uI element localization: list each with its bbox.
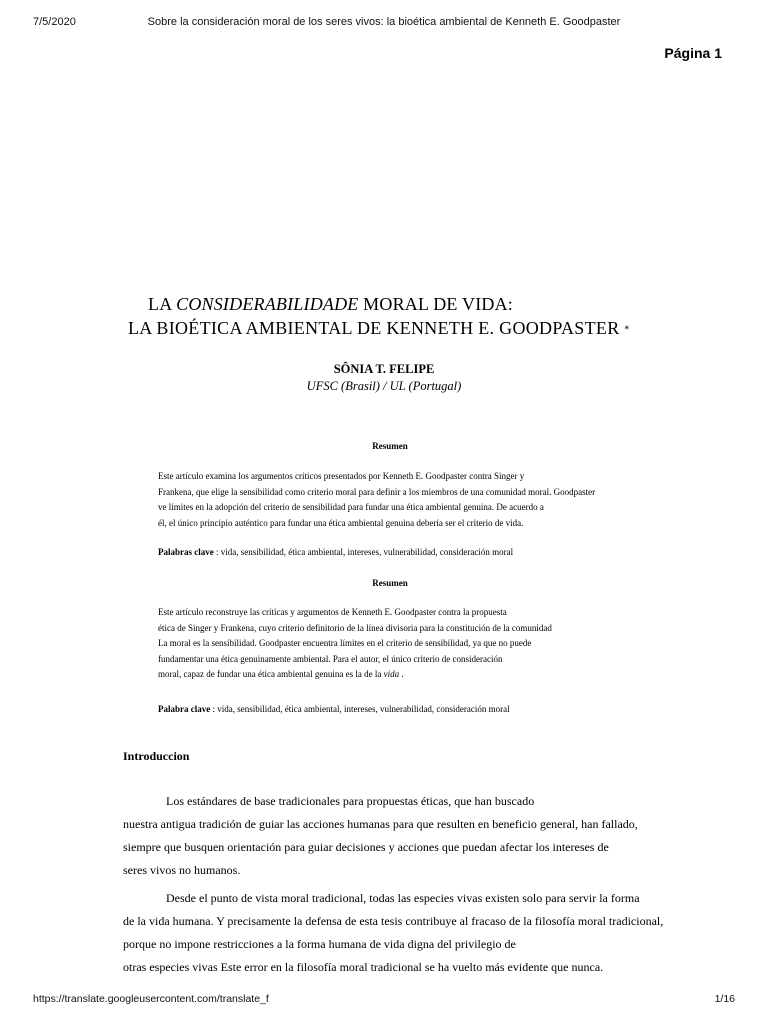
intro-paragraph-line: siempre que busquen orientación para guiar decisiones y acciones que puedan afectar los intereses de (123, 840, 609, 854)
abstract-2-keywords: Palabra clave : vida, sensibilidad, ética ambiental, intereses, vulnerabilidad, consideración moral (158, 704, 510, 714)
abstract-1-line: Frankena, que elige la sensibilidad como criterio moral para definir a los miembros de una comunidad moral. Goodpaster (158, 486, 596, 497)
abstract-2-line: moral, capaz de fundar una ética ambiental genuina es la de la vida . (158, 669, 404, 679)
abstract-2-line: ética de Singer y Frankena, cuyo criterio definitorio de la línea divisoria para la constitución de la comunidad (158, 622, 552, 633)
abstract-1-line: ve límites en la adopción del criterio de sensibilidad para fundar una ética ambiental genuina. De acuerdo a (158, 502, 544, 512)
abstract-1-line: él, el único principio auténtico para fundar una ética ambiental genuina debería ser el criterio de vida. (158, 517, 524, 528)
author-name: SÔNIA T. FELIPE (333, 362, 435, 376)
abstract-2-heading: Resumen (372, 578, 408, 588)
abstract-2-line: fundamentar una ética genuinamente ambiental. Para el autor, el único criterio de consideración (158, 653, 503, 664)
footnote-mark: * (624, 324, 630, 336)
abstract-2-body (158, 605, 552, 683)
intro-paragraph-line: seres vivos no humanos. (123, 863, 241, 877)
article-title-line-1: LA CONSIDERABILIDADE MORAL DE VIDA: (148, 294, 513, 314)
abstract-2-line: La moral es la sensibilidad. Goodpaster encuentra límites en el criterio de sensibilidad, ya que no puede (158, 638, 532, 648)
abstract-1-heading: Resumen (372, 441, 408, 451)
intro-paragraph-line: otras especies vivas Este error en la filosofía moral tradicional se ha vuelto más evidente que nunca. (123, 960, 604, 974)
intro-paragraph-line: Desde el punto de vista moral tradicional, todas las especies vivas existen solo para servir la forma (166, 891, 640, 905)
section-heading-introduccion: Introduccion (123, 749, 190, 763)
page-label: Página 1 (664, 45, 722, 61)
abstract-1-body (158, 469, 595, 531)
print-header-title: Sobre la consideración moral de los seres vivos: la bioética ambiental de Kenneth E. Goodpaster (147, 16, 621, 28)
abstract-1-line: Este artículo examina los argumentos críticos presentados por Kenneth E. Goodpaster contra Singer y (158, 471, 525, 481)
print-footer-url: https://translate.googleusercontent.com/translate_f (33, 993, 269, 1005)
article-title-line-2: LA BIOÉTICA AMBIENTAL DE KENNETH E. GOODPASTER * (128, 318, 630, 338)
print-date: 7/5/2020 (33, 16, 76, 28)
abstract-1-keywords: Palabras clave : vida, sensibilidad, ética ambiental, intereses, vulnerabilidad, consideración moral (158, 547, 514, 557)
title-italic-word: CONSIDERABILIDADE (176, 294, 359, 314)
intro-paragraph-line: de la vida humana. Y precisamente la defensa de esta tesis contribuye al fracaso de la filosofía moral tradicional, (123, 914, 664, 928)
author-affiliation: UFSC (Brasil) / UL (Portugal) (306, 379, 462, 393)
keywords-label: Palabras clave (158, 547, 214, 557)
keywords-label: Palabra clave (158, 704, 211, 714)
intro-paragraph-line: nuestra antigua tradición de guiar las acciones humanas para que resulten en beneficio general, han fallado, (123, 817, 638, 831)
intro-paragraph-line: Los estándares de base tradicionales para propuestas éticas, que han buscado (166, 794, 535, 808)
abstract-2-line: Este artículo reconstruye las críticas y argumentos de Kenneth E. Goodpaster contra la propuesta (158, 607, 507, 617)
print-page-count: 1/16 (714, 993, 735, 1005)
intro-paragraph-line: porque no impone restricciones a la forma humana de vida digna del privilegio de (123, 937, 516, 951)
